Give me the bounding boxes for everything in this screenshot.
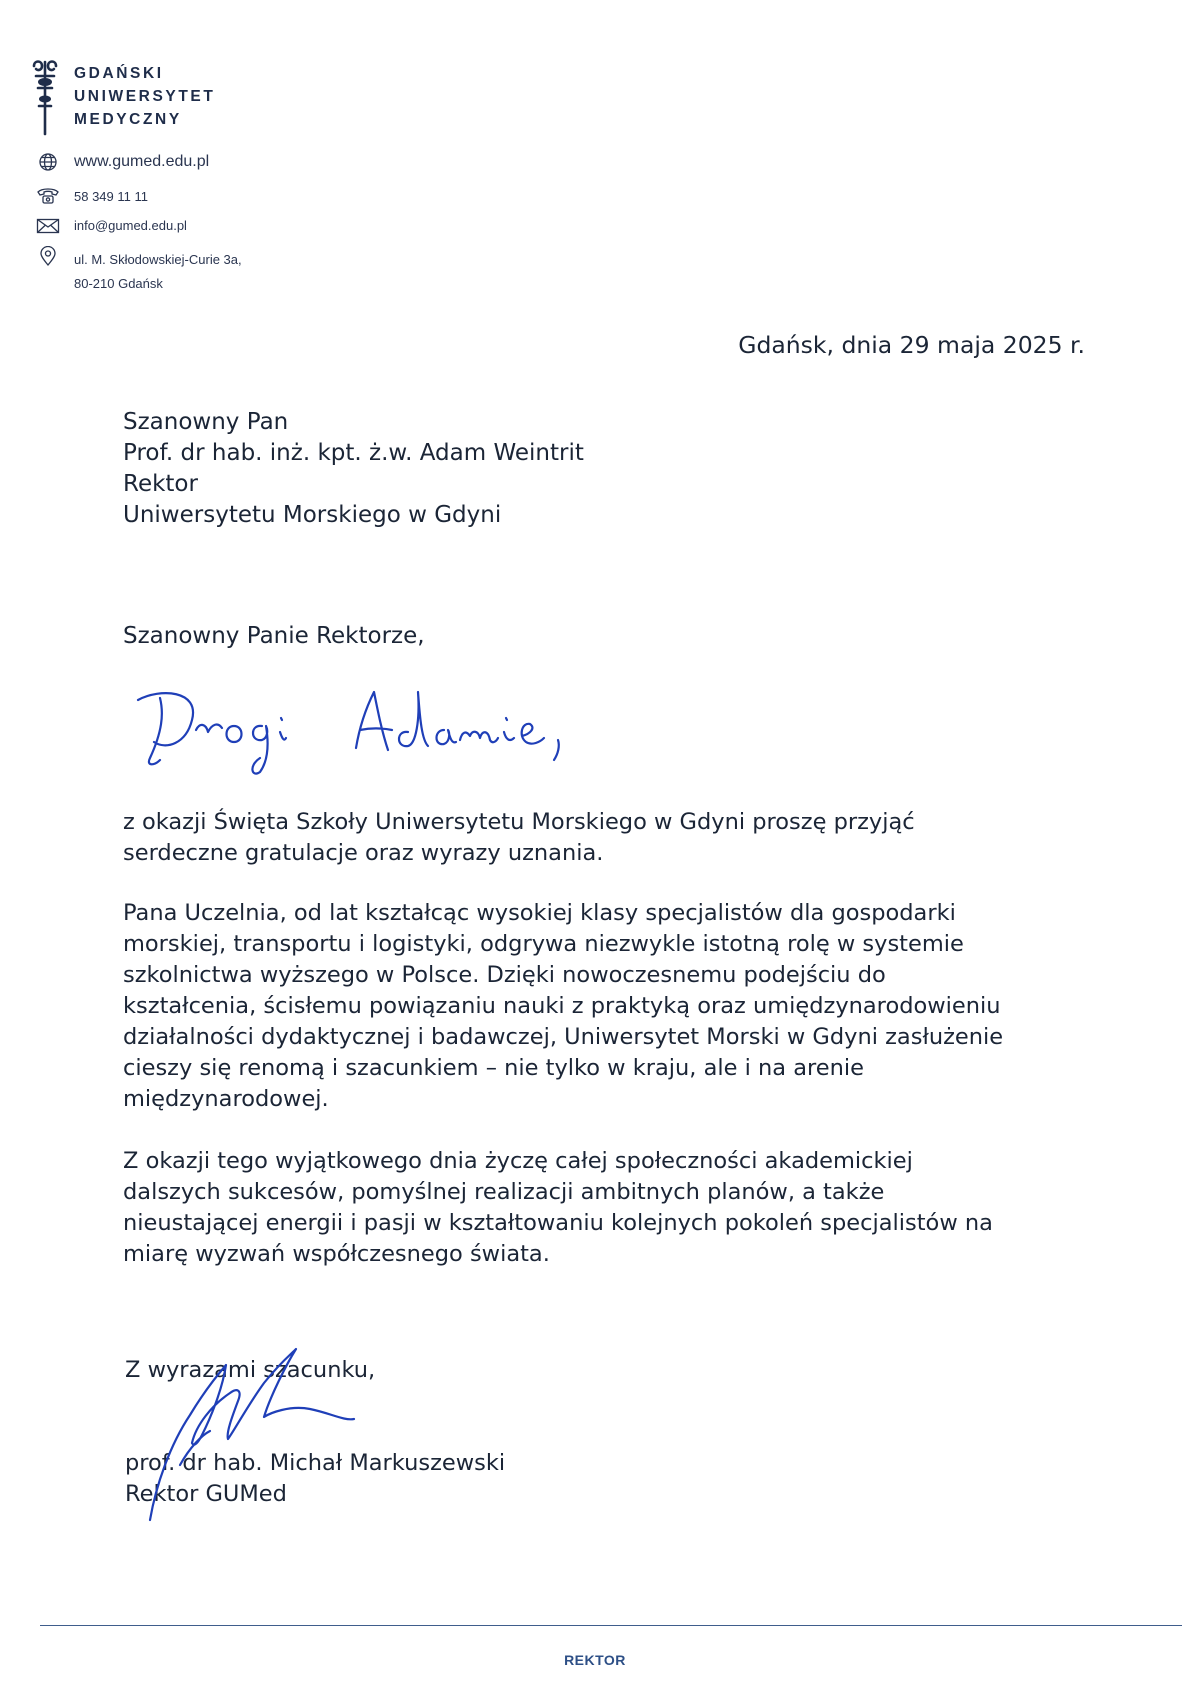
address-line-1: ul. M. Skłodowskiej-Curie 3a, (74, 252, 242, 267)
contact-phone-row (36, 186, 336, 210)
addressee-line: Szanowny Pan (123, 409, 289, 435)
footer-divider (40, 1625, 1182, 1626)
signer-name: prof. dr hab. Michał Markuszewski (125, 1450, 506, 1476)
logo-line-2: UNIWERSYTET (74, 88, 216, 105)
paragraph-line: cieszy się renomą i szacunkiem – nie tylko w kraju, ale i na arenie (123, 1055, 864, 1081)
handwritten-greeting (130, 680, 600, 780)
paragraph-line: dalszych sukcesów, pomyślnej realizacji ambitnych planów, a także (123, 1179, 885, 1205)
university-logo-icon (30, 58, 60, 136)
email-link[interactable]: info@gumed.edu.pl (74, 218, 187, 233)
paragraph-line: miarę wyzwań współczesnego świata. (123, 1241, 550, 1267)
website-link[interactable]: www.gumed.edu.pl (74, 153, 210, 170)
letter-date: Gdańsk, dnia 29 maja 2025 r. (738, 331, 1085, 359)
phone-icon (36, 186, 60, 206)
paragraph-line: z okazji Święta Szkoły Uniwersytetu Morskiego w Gdyni proszę przyjąć (123, 809, 915, 835)
addressee-block (123, 407, 584, 531)
contact-website-row (36, 152, 336, 176)
addressee-line: Prof. dr hab. inż. kpt. ż.w. Adam Weintrit (123, 440, 584, 466)
paragraph-line: Pana Uczelnia, od lat kształcąc wysokiej klasy specjalistów dla gospodarki (123, 900, 956, 926)
closing-phrase: Z wyrazami szacunku, (125, 1357, 376, 1383)
salutation: Szanowny Panie Rektorze, (123, 623, 425, 649)
university-logo-text (74, 62, 215, 131)
paragraph-line: nieustającej energii i pasji w kształtowaniu kolejnych pokoleń specjalistów na (123, 1210, 993, 1236)
body-paragraph-1 (123, 807, 915, 869)
location-pin-icon (36, 246, 60, 266)
addressee-line: Uniwersytetu Morskiego w Gdyni (123, 502, 502, 528)
signer-title: Rektor GUMed (125, 1481, 287, 1507)
logo-line-3: MEDYCZNY (74, 111, 182, 128)
paragraph-line: morskiej, transportu i logistyki, odgrywa niezwykle istotną rolę w systemie (123, 931, 964, 957)
phone-number: 58 349 11 11 (74, 189, 148, 204)
address-line-2: 80-210 Gdańsk (74, 276, 163, 291)
paragraph-line: kształcenia, ścisłemu powiązaniu nauki z praktyką oraz umiędzynarodowieniu (123, 993, 1001, 1019)
body-paragraph-2 (123, 898, 1003, 1115)
paragraph-line: serdeczne gratulacje oraz wyrazy uznania. (123, 840, 604, 866)
paragraph-line: działalności dydaktycznej i badawczej, Uniwersytet Morski w Gdyni zasłużenie (123, 1024, 1004, 1050)
paragraph-line: Z okazji tego wyjątkowego dnia życzę całej społeczności akademickiej (123, 1148, 913, 1174)
globe-icon (36, 152, 60, 172)
address-text (74, 248, 242, 296)
logo-line-1: GDAŃSKI (74, 65, 164, 82)
body-paragraph-3 (123, 1146, 993, 1270)
contact-email-row (36, 216, 336, 240)
contact-address-row (36, 246, 336, 296)
handwritten-signature (130, 1335, 390, 1525)
envelope-icon (36, 216, 60, 236)
footer-title: REKTOR (564, 1652, 626, 1668)
addressee-line: Rektor (123, 471, 198, 497)
paragraph-line: międzynarodowej. (123, 1086, 329, 1112)
paragraph-line: szkolnictwa wyższego w Polsce. Dzięki nowoczesnemu podejściu do (123, 962, 886, 988)
